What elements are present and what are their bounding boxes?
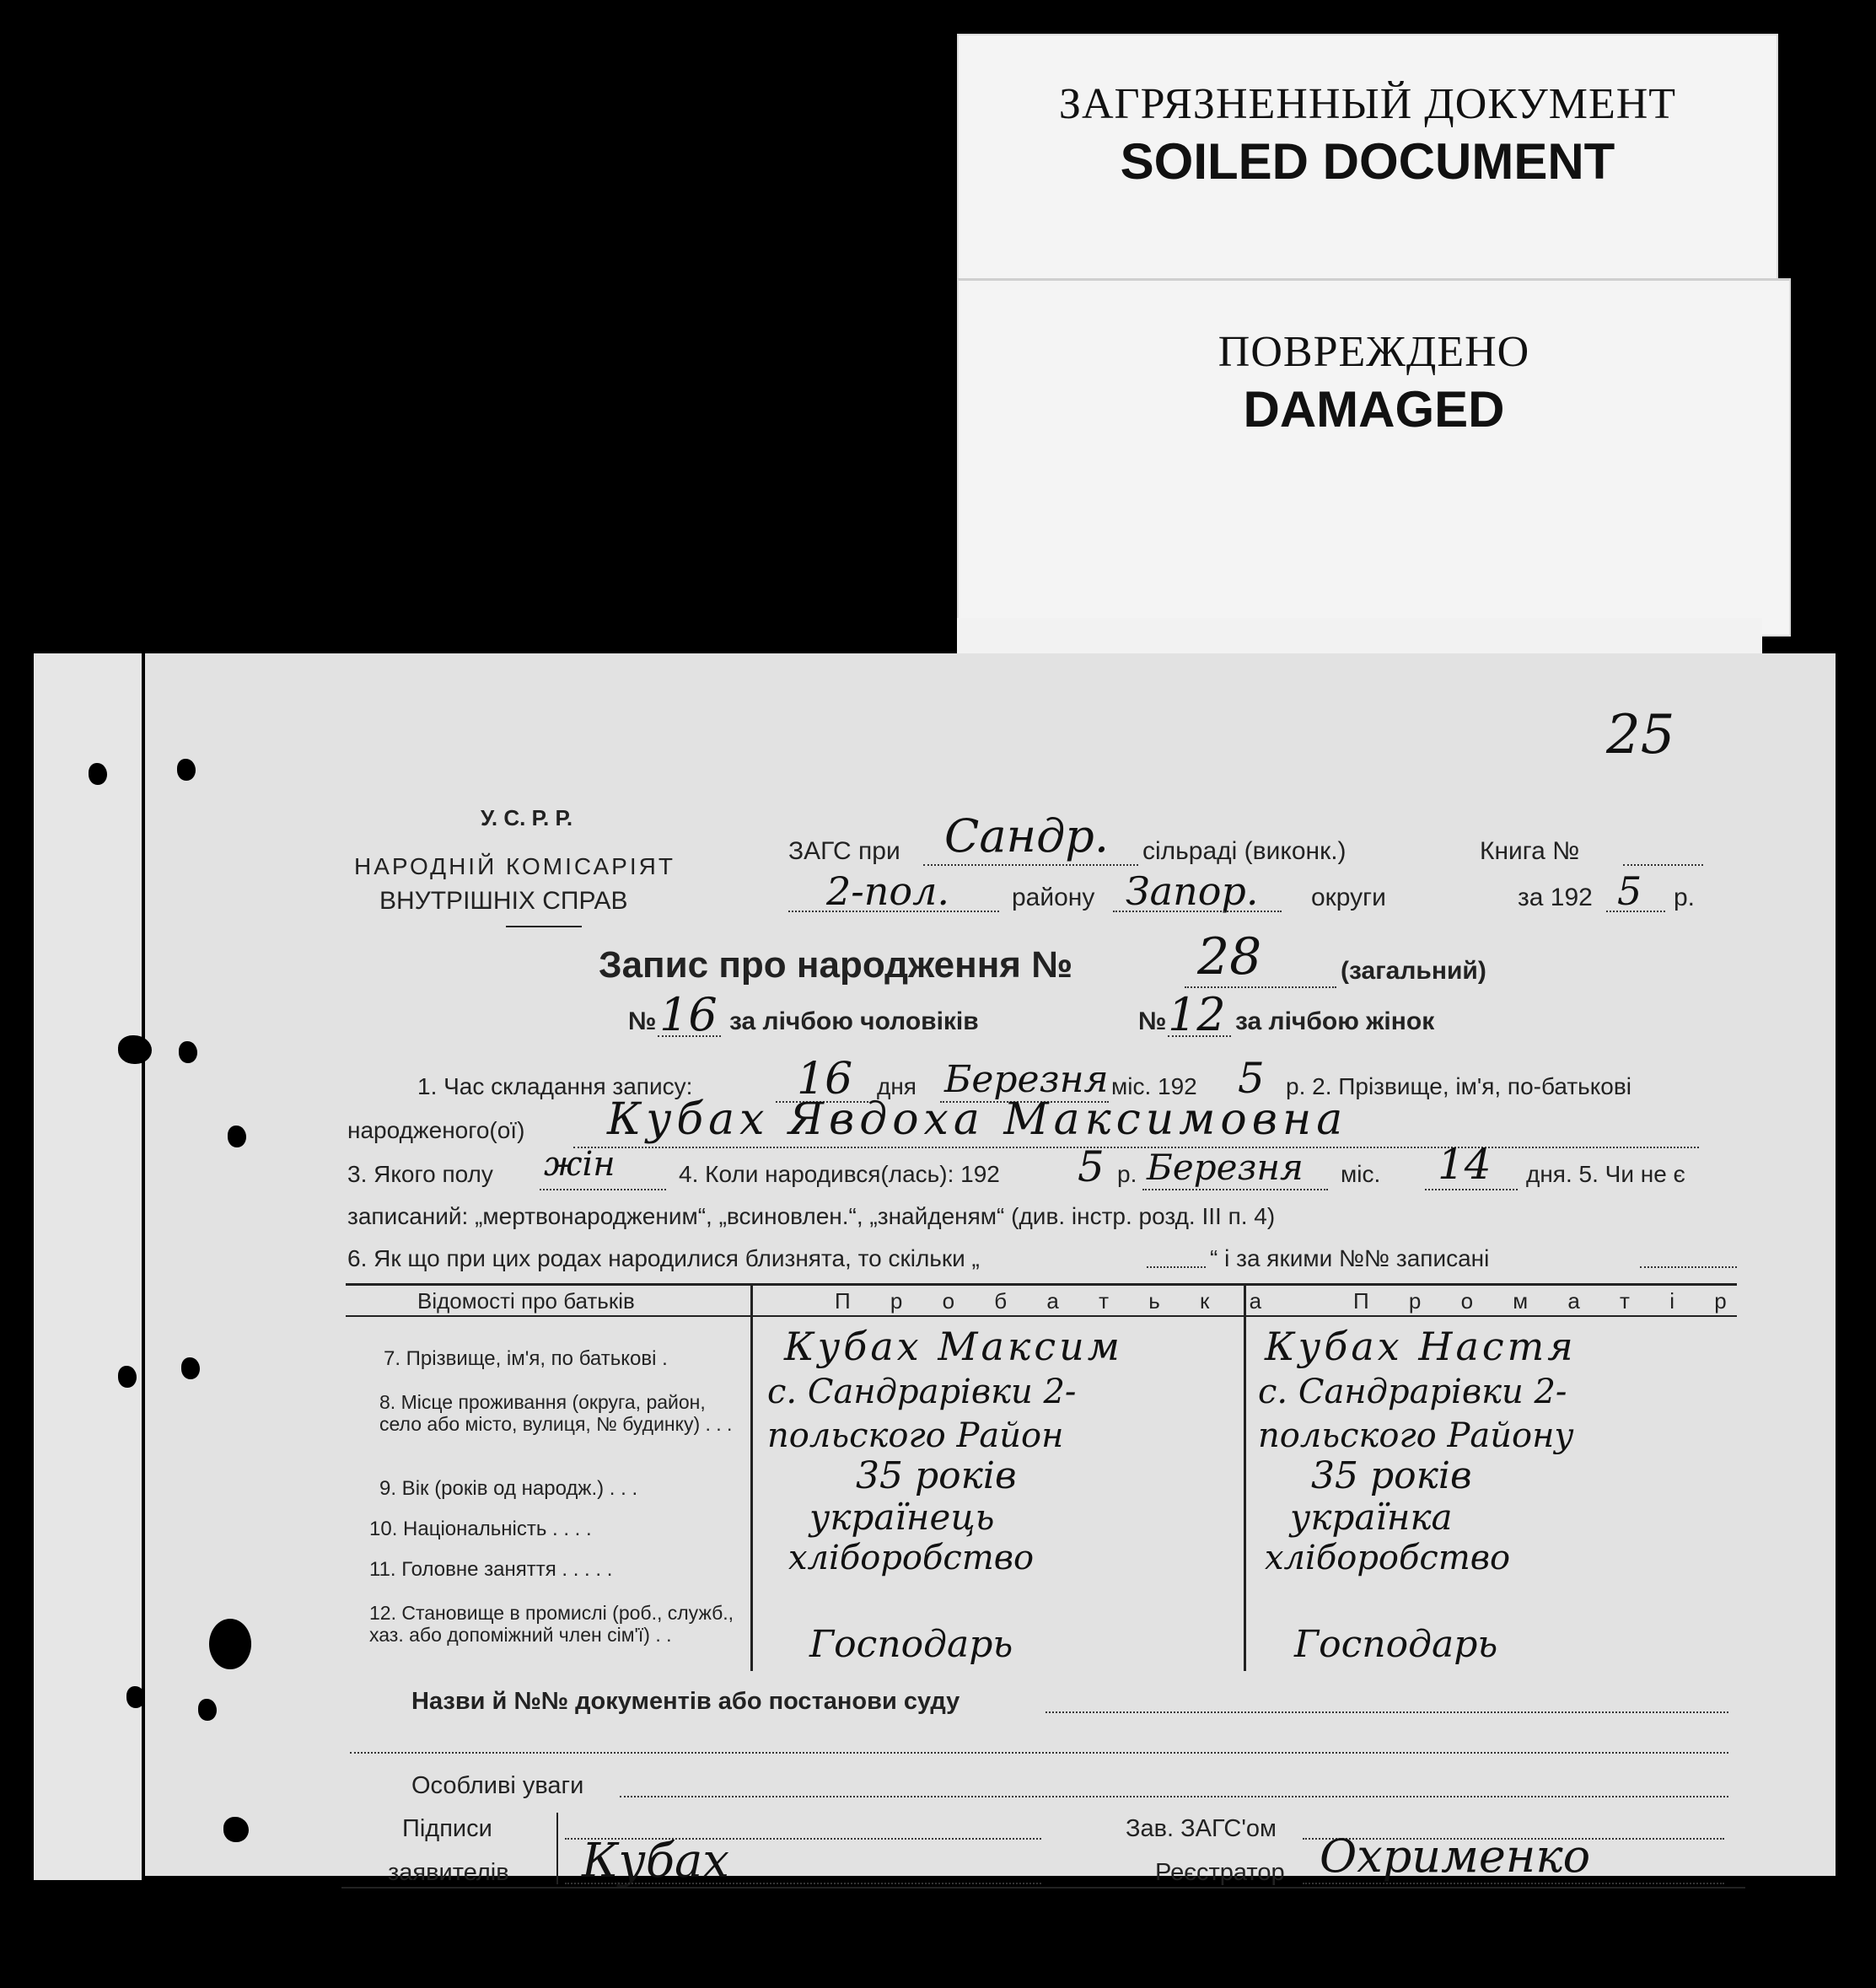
header-underline xyxy=(506,926,582,927)
row-label-age: 9. Вік (років од народж.) . . . xyxy=(379,1477,638,1500)
registrar-signature: Охрименко xyxy=(1320,1829,1591,1883)
row-label-name: 7. Прізвище, ім'я, по батькові . xyxy=(384,1347,668,1370)
line3-mis: міс. xyxy=(1341,1161,1381,1187)
damaged-label xyxy=(957,278,1791,637)
signature-bracket xyxy=(556,1813,558,1884)
line3-r: р. xyxy=(1117,1161,1137,1187)
documents-dots-2 xyxy=(350,1752,1728,1754)
row-label-residence xyxy=(379,1391,742,1435)
line3-rest: дня. 5. Чи не є xyxy=(1526,1161,1685,1187)
applicant-dots-2 xyxy=(565,1883,1041,1884)
binding-hole xyxy=(126,1686,145,1708)
men-prefix: № xyxy=(628,1007,657,1035)
record-title: Запис про народження № xyxy=(599,944,1073,986)
binding-hole xyxy=(198,1699,217,1721)
line5-rest: “ і за якими №№ записані xyxy=(1210,1245,1490,1271)
year-dots xyxy=(1606,911,1665,912)
year-suffix: р. xyxy=(1674,884,1696,911)
line5-text: 6. Як що при цих родах народилися близнята, то скільки „ xyxy=(347,1245,980,1271)
commissariat-line-1: НАРОДНІЙ КОМІСАРІЯТ xyxy=(354,853,675,879)
ussr-heading: У. С. Р. Р. xyxy=(481,805,573,830)
line1-label: 1. Час складання запису: xyxy=(417,1073,693,1099)
registrar-dots xyxy=(1303,1883,1724,1884)
row-label-position xyxy=(369,1602,740,1646)
soiled-label-en: SOILED DOCUMENT xyxy=(1120,133,1615,190)
okrug-value: Запор. xyxy=(1126,868,1259,914)
sheet-bottom-rule xyxy=(341,1887,1745,1889)
notes-label: Особливі уваги xyxy=(411,1772,584,1799)
silradi-label: сільраді (виконк.) xyxy=(1142,837,1347,865)
line1-day-label: дня xyxy=(877,1073,916,1099)
table-divider-1 xyxy=(750,1283,753,1671)
mother-residence-text: с. Сандрарівки 2-польского Району xyxy=(1258,1373,1574,1455)
zags-dots xyxy=(923,864,1138,866)
damaged-label-en: DAMAGED xyxy=(1243,381,1505,438)
child-name: Кубах Явдоха Максимовна xyxy=(607,1094,1348,1145)
zags-head-label: Зав. ЗАГС'ом xyxy=(1126,1815,1277,1842)
row-label-position-text: 12. Становище в промислі (роб., служб., хаз. або допоміжний член сім'ї) . . xyxy=(369,1602,734,1646)
year-value: 5 xyxy=(1617,868,1642,914)
binding-hole xyxy=(179,1041,197,1063)
birth-day-dots xyxy=(1425,1189,1518,1190)
row-label-occupation: 11. Головне заняття . . . . . xyxy=(369,1558,613,1581)
women-prefix: № xyxy=(1138,1007,1167,1035)
zags-label: ЗАГС при xyxy=(788,837,900,865)
line1-month-label: міс. 192 xyxy=(1111,1073,1197,1099)
mother-name: Кубах Настя xyxy=(1265,1324,1577,1369)
year-label: за 192 xyxy=(1518,884,1593,911)
father-nationality: українець xyxy=(809,1496,995,1538)
binding-hole xyxy=(223,1817,249,1842)
notes-dots xyxy=(620,1796,1728,1797)
birth-month: Березня xyxy=(1147,1147,1304,1188)
line1-day: 16 xyxy=(797,1054,853,1104)
soiled-document-label xyxy=(957,34,1778,315)
birth-day: 14 xyxy=(1438,1140,1492,1189)
line5-end-dots xyxy=(1640,1266,1737,1268)
applicant-signature: Кубах xyxy=(582,1834,729,1889)
men-number-dots xyxy=(658,1035,721,1037)
general-label: (загальний) xyxy=(1341,957,1486,985)
documents-dots xyxy=(1046,1711,1728,1713)
women-number: 12 xyxy=(1168,988,1226,1041)
binding-hole xyxy=(209,1619,251,1669)
men-number: 16 xyxy=(659,988,718,1041)
soiled-label-ru: ЗАГРЯЗНЕННЫЙ ДОКУМЕНТ xyxy=(1058,80,1677,128)
binding-hole xyxy=(118,1366,137,1388)
mother-position: Господарь xyxy=(1294,1623,1498,1666)
label-card-edge xyxy=(957,618,1762,653)
father-residence xyxy=(767,1370,1239,1458)
table-header-father: П р о б а т ь к а xyxy=(835,1288,1279,1314)
line5-dots xyxy=(1147,1266,1206,1268)
book-dots xyxy=(1623,864,1703,866)
okrug-dots xyxy=(1113,911,1282,912)
sex-dots xyxy=(540,1189,666,1190)
row-label-residence-text: 8. Місце проживання (округа, район, село або місто, вулиця, № будинку) . . . xyxy=(379,1391,733,1435)
birth-year: 5 xyxy=(1078,1142,1105,1191)
table-divider-2 xyxy=(1244,1283,1246,1671)
table-header-mother: П р о м а т і р xyxy=(1353,1288,1744,1314)
binding-hole xyxy=(118,1035,152,1064)
district-value: 2-пол. xyxy=(826,868,950,914)
birth-month-dots xyxy=(1142,1189,1328,1190)
okrug-label: округи xyxy=(1311,884,1386,911)
table-top-border xyxy=(346,1283,1737,1286)
commissariat-line-2: ВНУТРІШНІХ СПРАВ xyxy=(379,887,628,915)
corner-number: 25 xyxy=(1606,704,1675,766)
men-label: за лічбою чоловіків xyxy=(729,1007,979,1035)
line3-label: 3. Якого полу xyxy=(347,1161,493,1187)
mother-occupation: хліборобство xyxy=(1265,1539,1511,1577)
district-label: району xyxy=(1012,884,1095,911)
binding-hole xyxy=(181,1357,200,1379)
father-residence-text: с. Сандрарівки 2-польского Район xyxy=(767,1373,1077,1455)
father-position: Господарь xyxy=(809,1623,1013,1666)
line1-year: 5 xyxy=(1238,1054,1265,1103)
applicants-label: заявителів xyxy=(388,1859,509,1886)
line1-month: Березня xyxy=(944,1058,1109,1101)
father-occupation: хліборобство xyxy=(788,1539,1035,1577)
zags-value: Сандр. xyxy=(944,809,1110,862)
damaged-label-ru: ПОВРЕЖДЕНО xyxy=(1218,328,1530,376)
signatures-label: Підписи xyxy=(402,1815,492,1842)
table-header-info: Відомості про батьків xyxy=(417,1288,635,1314)
father-name: Кубах Максим xyxy=(784,1324,1123,1369)
mother-residence xyxy=(1258,1370,1739,1458)
line4-text: записаний: „мертвонародженим“, „всиновлен.“, „знайденям“ (див. інстр. розд. III п. 4) xyxy=(347,1203,1276,1229)
women-number-dots xyxy=(1168,1035,1231,1037)
line2-label: народженого(ої) xyxy=(347,1117,525,1143)
district-dots xyxy=(788,911,999,912)
book-label: Книга № xyxy=(1480,837,1580,865)
women-label: за лічбою жінок xyxy=(1235,1007,1435,1035)
row-label-nationality: 10. Національність . . . . xyxy=(369,1518,592,1540)
child-name-dots xyxy=(573,1147,1699,1148)
line1-rest: р. 2. Прізвище, ім'я, по-батькові xyxy=(1286,1073,1631,1099)
binding-hole xyxy=(228,1126,246,1147)
sex-value: жін xyxy=(544,1145,615,1184)
binding-strip xyxy=(34,653,142,1880)
documents-label: Назви й №№ документів або постанови суду xyxy=(411,1688,960,1715)
binding-hole xyxy=(177,759,196,781)
registrar-label: Реєстратор xyxy=(1155,1859,1285,1886)
record-number: 28 xyxy=(1197,927,1262,986)
mother-nationality: українка xyxy=(1290,1496,1453,1538)
table-header-border xyxy=(346,1315,1737,1317)
mother-age: 35 років xyxy=(1311,1454,1472,1497)
line3-mid: 4. Коли народився(лась): 192 xyxy=(679,1161,1000,1187)
father-age: 35 років xyxy=(856,1454,1017,1497)
binding-hole xyxy=(89,763,107,785)
